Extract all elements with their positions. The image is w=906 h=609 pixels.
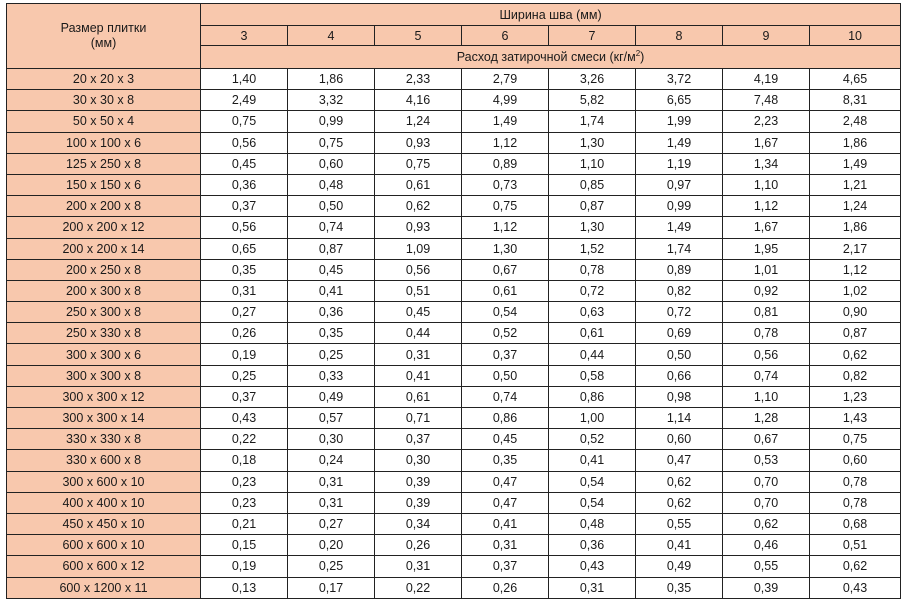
consumption-value-cell: 1,49 [636,217,723,238]
consumption-value-cell: 0,62 [810,556,901,577]
consumption-value-cell: 0,56 [375,259,462,280]
consumption-value-cell: 0,44 [375,323,462,344]
consumption-value-cell: 0,48 [549,513,636,534]
consumption-value-cell: 3,26 [549,69,636,90]
consumption-value-cell: 7,48 [723,90,810,111]
tile-size-header-line2: (мм) [90,36,117,50]
consumption-value-cell: 0,55 [636,513,723,534]
consumption-value-cell: 0,87 [288,238,375,259]
consumption-value-cell: 0,43 [810,577,901,598]
consumption-value-cell: 0,97 [636,174,723,195]
consumption-value-cell: 0,36 [288,302,375,323]
consumption-value-cell: 1,02 [810,280,901,301]
table-body [7,69,901,599]
consumption-value-cell: 0,78 [723,323,810,344]
consumption-value-cell: 0,24 [288,450,375,471]
consumption-value-cell: 0,81 [723,302,810,323]
consumption-value-cell: 0,87 [549,196,636,217]
tile-size-cell: 200 x 300 x 8 [7,280,201,301]
consumption-value-cell: 0,31 [288,471,375,492]
consumption-header-text: Расход затирочной смеси (кг/м [456,50,636,64]
consumption-value-cell: 0,99 [636,196,723,217]
consumption-value-cell: 0,45 [288,259,375,280]
consumption-value-cell: 0,30 [288,429,375,450]
consumption-value-cell: 0,25 [288,556,375,577]
consumption-value-cell: 0,22 [201,429,288,450]
consumption-value-cell: 0,60 [288,153,375,174]
joint-width-cell: 6 [462,26,549,46]
tile-size-cell: 450 x 450 x 10 [7,513,201,534]
joint-width-cell: 3 [201,26,288,46]
table-row [7,153,901,174]
consumption-value-cell: 1,49 [810,153,901,174]
consumption-value-cell: 0,57 [288,408,375,429]
table-row [7,408,901,429]
consumption-value-cell: 0,22 [375,577,462,598]
consumption-value-cell: 0,63 [549,302,636,323]
consumption-value-cell: 0,31 [201,280,288,301]
consumption-value-cell: 0,71 [375,408,462,429]
consumption-value-cell: 1,24 [375,111,462,132]
consumption-value-cell: 0,99 [288,111,375,132]
consumption-value-cell: 1,14 [636,408,723,429]
tile-size-cell: 400 x 400 x 10 [7,492,201,513]
consumption-header [201,46,901,69]
consumption-value-cell: 0,86 [462,408,549,429]
table-row [7,323,901,344]
consumption-value-cell: 1,09 [375,238,462,259]
consumption-value-cell: 0,47 [462,471,549,492]
consumption-value-cell: 0,45 [375,302,462,323]
table-row [7,344,901,365]
consumption-value-cell: 8,31 [810,90,901,111]
consumption-value-cell: 0,39 [375,471,462,492]
consumption-value-cell: 1,74 [636,238,723,259]
consumption-value-cell: 0,74 [288,217,375,238]
consumption-value-cell: 2,49 [201,90,288,111]
consumption-value-cell: 0,72 [636,302,723,323]
consumption-value-cell: 0,43 [549,556,636,577]
consumption-value-cell: 0,78 [549,259,636,280]
consumption-value-cell: 0,55 [723,556,810,577]
consumption-value-cell: 0,35 [636,577,723,598]
consumption-value-cell: 4,65 [810,69,901,90]
consumption-value-cell: 0,27 [201,302,288,323]
consumption-value-cell: 0,65 [201,238,288,259]
tile-size-cell: 20 x 20 x 3 [7,69,201,90]
tile-size-cell: 330 x 330 x 8 [7,429,201,450]
consumption-value-cell: 0,17 [288,577,375,598]
consumption-value-cell: 0,31 [462,535,549,556]
consumption-value-cell: 2,79 [462,69,549,90]
consumption-value-cell: 0,62 [636,471,723,492]
joint-width-cell: 9 [723,26,810,46]
consumption-value-cell: 3,72 [636,69,723,90]
consumption-value-cell: 0,35 [201,259,288,280]
consumption-value-cell: 3,32 [288,90,375,111]
consumption-value-cell: 0,19 [201,344,288,365]
consumption-value-cell: 1,30 [462,238,549,259]
consumption-value-cell: 0,35 [288,323,375,344]
consumption-value-cell: 0,86 [549,386,636,407]
tile-size-cell: 200 x 200 x 12 [7,217,201,238]
consumption-value-cell: 1,10 [723,386,810,407]
table-row [7,492,901,513]
consumption-value-cell: 2,48 [810,111,901,132]
tile-size-cell: 300 x 300 x 12 [7,386,201,407]
consumption-value-cell: 0,26 [462,577,549,598]
consumption-value-cell: 0,36 [201,174,288,195]
joint-width-cell: 10 [810,26,901,46]
consumption-value-cell: 0,74 [723,365,810,386]
joint-width-cell: 5 [375,26,462,46]
consumption-value-cell: 0,50 [636,344,723,365]
consumption-value-cell: 0,90 [810,302,901,323]
consumption-value-cell: 0,75 [201,111,288,132]
consumption-value-cell: 0,89 [636,259,723,280]
consumption-value-cell: 0,13 [201,577,288,598]
consumption-header-close: ) [640,50,645,64]
consumption-value-cell: 1,99 [636,111,723,132]
consumption-value-cell: 1,86 [288,69,375,90]
table-row [7,386,901,407]
consumption-value-cell: 0,36 [549,535,636,556]
table-row [7,302,901,323]
consumption-value-cell: 0,31 [549,577,636,598]
grout-consumption-table [6,3,901,599]
consumption-value-cell: 0,93 [375,132,462,153]
consumption-value-cell: 1,43 [810,408,901,429]
consumption-value-cell: 0,54 [462,302,549,323]
consumption-value-cell: 0,69 [636,323,723,344]
consumption-value-cell: 0,37 [462,344,549,365]
tile-size-cell: 300 x 300 x 6 [7,344,201,365]
consumption-value-cell: 2,33 [375,69,462,90]
consumption-value-cell: 1,12 [462,132,549,153]
consumption-value-cell: 0,23 [201,471,288,492]
consumption-value-cell: 0,75 [375,153,462,174]
consumption-value-cell: 1,21 [810,174,901,195]
tile-size-cell: 100 x 100 x 6 [7,132,201,153]
consumption-value-cell: 0,41 [462,513,549,534]
consumption-value-cell: 0,61 [375,174,462,195]
consumption-value-cell: 0,47 [636,450,723,471]
consumption-value-cell: 1,67 [723,217,810,238]
consumption-value-cell: 0,34 [375,513,462,534]
tile-size-cell: 330 x 600 x 8 [7,450,201,471]
consumption-value-cell: 0,27 [288,513,375,534]
consumption-value-cell: 0,31 [375,344,462,365]
consumption-value-cell: 1,10 [723,174,810,195]
consumption-value-cell: 0,62 [636,492,723,513]
consumption-value-cell: 0,52 [549,429,636,450]
consumption-value-cell: 0,54 [549,471,636,492]
consumption-value-cell: 0,20 [288,535,375,556]
tile-size-cell: 150 x 150 x 6 [7,174,201,195]
consumption-value-cell: 0,74 [462,386,549,407]
table-row [7,535,901,556]
consumption-value-cell: 0,45 [201,153,288,174]
consumption-value-cell: 4,19 [723,69,810,90]
consumption-value-cell: 0,49 [636,556,723,577]
consumption-value-cell: 0,51 [810,535,901,556]
consumption-value-cell: 4,16 [375,90,462,111]
consumption-value-cell: 0,56 [201,217,288,238]
tile-size-cell: 200 x 200 x 8 [7,196,201,217]
consumption-value-cell: 1,10 [549,153,636,174]
consumption-value-cell: 0,21 [201,513,288,534]
consumption-value-cell: 0,67 [462,259,549,280]
consumption-value-cell: 0,98 [636,386,723,407]
consumption-value-cell: 0,53 [723,450,810,471]
consumption-value-cell: 1,40 [201,69,288,90]
consumption-value-cell: 0,61 [549,323,636,344]
consumption-value-cell: 0,44 [549,344,636,365]
consumption-value-cell: 0,31 [375,556,462,577]
consumption-value-cell: 0,37 [201,386,288,407]
consumption-value-cell: 0,70 [723,492,810,513]
tile-size-cell: 250 x 300 x 8 [7,302,201,323]
consumption-value-cell: 1,24 [810,196,901,217]
consumption-value-cell: 0,26 [375,535,462,556]
table-row [7,365,901,386]
tile-size-cell: 250 x 330 x 8 [7,323,201,344]
consumption-value-cell: 1,74 [549,111,636,132]
table-row [7,90,901,111]
consumption-value-cell: 1,86 [810,132,901,153]
table-row [7,556,901,577]
consumption-value-cell: 0,51 [375,280,462,301]
joint-width-cell: 7 [549,26,636,46]
consumption-value-cell: 1,12 [810,259,901,280]
consumption-value-cell: 1,28 [723,408,810,429]
consumption-value-cell: 0,67 [723,429,810,450]
consumption-value-cell: 0,62 [810,344,901,365]
consumption-value-cell: 0,56 [723,344,810,365]
consumption-value-cell: 0,37 [462,556,549,577]
consumption-value-cell: 1,30 [549,132,636,153]
tile-size-cell: 300 x 300 x 14 [7,408,201,429]
consumption-value-cell: 0,37 [375,429,462,450]
consumption-value-cell: 1,67 [723,132,810,153]
tile-size-cell: 200 x 250 x 8 [7,259,201,280]
consumption-value-cell: 1,49 [636,132,723,153]
consumption-value-cell: 1,49 [462,111,549,132]
consumption-value-cell: 2,23 [723,111,810,132]
tile-size-cell: 30 x 30 x 8 [7,90,201,111]
tile-size-cell: 200 x 200 x 14 [7,238,201,259]
consumption-value-cell: 1,34 [723,153,810,174]
consumption-value-cell: 0,66 [636,365,723,386]
consumption-value-cell: 0,62 [723,513,810,534]
consumption-value-cell: 0,18 [201,450,288,471]
consumption-value-cell: 0,70 [723,471,810,492]
table-row [7,280,901,301]
consumption-value-cell: 0,50 [288,196,375,217]
consumption-value-cell: 0,78 [810,471,901,492]
consumption-value-cell: 0,49 [288,386,375,407]
consumption-value-cell: 0,15 [201,535,288,556]
consumption-value-cell: 1,95 [723,238,810,259]
consumption-value-cell: 0,75 [462,196,549,217]
consumption-value-cell: 0,45 [462,429,549,450]
consumption-value-cell: 0,72 [549,280,636,301]
consumption-value-cell: 0,41 [375,365,462,386]
consumption-value-cell: 1,01 [723,259,810,280]
consumption-value-cell: 1,00 [549,408,636,429]
tile-size-header-line1: Размер плитки [60,21,147,35]
consumption-value-cell: 0,39 [723,577,810,598]
consumption-value-cell: 0,78 [810,492,901,513]
tile-size-cell: 600 x 600 x 12 [7,556,201,577]
table-row [7,471,901,492]
consumption-value-cell: 1,12 [462,217,549,238]
consumption-value-cell: 0,75 [810,429,901,450]
consumption-value-cell: 0,56 [201,132,288,153]
consumption-value-cell: 0,41 [636,535,723,556]
joint-width-header: Ширина шва (мм) [201,4,901,26]
consumption-value-cell: 0,25 [288,344,375,365]
consumption-value-cell: 0,41 [288,280,375,301]
consumption-value-cell: 0,48 [288,174,375,195]
tile-size-cell: 600 x 1200 x 11 [7,577,201,598]
consumption-value-cell: 0,92 [723,280,810,301]
consumption-value-cell: 0,73 [462,174,549,195]
table-container [6,3,901,599]
consumption-value-cell: 1,86 [810,217,901,238]
table-row [7,259,901,280]
consumption-header-superscript: 2 [635,48,641,58]
consumption-value-cell: 0,89 [462,153,549,174]
consumption-value-cell: 0,82 [636,280,723,301]
consumption-value-cell: 0,68 [810,513,901,534]
table-row [7,577,901,598]
consumption-value-cell: 0,43 [201,408,288,429]
consumption-value-cell: 0,35 [462,450,549,471]
consumption-value-cell: 1,23 [810,386,901,407]
consumption-value-cell: 0,30 [375,450,462,471]
consumption-value-cell: 1,12 [723,196,810,217]
consumption-value-cell: 0,39 [375,492,462,513]
table-row [7,450,901,471]
consumption-value-cell: 0,61 [462,280,549,301]
tile-size-cell: 300 x 300 x 8 [7,365,201,386]
tile-size-header [7,4,201,69]
consumption-value-cell: 0,46 [723,535,810,556]
consumption-value-cell: 0,52 [462,323,549,344]
tile-size-cell: 125 x 250 x 8 [7,153,201,174]
table-row [7,513,901,534]
joint-width-cell: 8 [636,26,723,46]
table-row [7,174,901,195]
consumption-value-cell: 5,82 [549,90,636,111]
consumption-value-cell: 0,41 [549,450,636,471]
consumption-value-cell: 2,17 [810,238,901,259]
consumption-value-cell: 0,33 [288,365,375,386]
table-row [7,238,901,259]
consumption-value-cell: 0,37 [201,196,288,217]
consumption-value-cell: 0,85 [549,174,636,195]
consumption-value-cell: 0,31 [288,492,375,513]
consumption-value-cell: 0,82 [810,365,901,386]
consumption-value-cell: 1,19 [636,153,723,174]
consumption-value-cell: 0,54 [549,492,636,513]
tile-size-cell: 50 x 50 x 4 [7,111,201,132]
table-row [7,132,901,153]
table-row [7,111,901,132]
consumption-value-cell: 0,60 [636,429,723,450]
table-row [7,196,901,217]
consumption-value-cell: 0,93 [375,217,462,238]
joint-width-cell: 4 [288,26,375,46]
consumption-value-cell: 1,52 [549,238,636,259]
table-row [7,69,901,90]
consumption-value-cell: 0,75 [288,132,375,153]
tile-size-cell: 600 x 600 x 10 [7,535,201,556]
consumption-value-cell: 0,26 [201,323,288,344]
consumption-value-cell: 0,25 [201,365,288,386]
consumption-value-cell: 0,60 [810,450,901,471]
consumption-value-cell: 0,87 [810,323,901,344]
tile-size-cell: 300 x 600 x 10 [7,471,201,492]
consumption-value-cell: 1,30 [549,217,636,238]
table-row [7,429,901,450]
consumption-value-cell: 0,47 [462,492,549,513]
consumption-value-cell: 0,19 [201,556,288,577]
consumption-value-cell: 0,58 [549,365,636,386]
consumption-value-cell: 6,65 [636,90,723,111]
table-row [7,217,901,238]
consumption-value-cell: 0,61 [375,386,462,407]
consumption-value-cell: 4,99 [462,90,549,111]
consumption-value-cell: 0,23 [201,492,288,513]
consumption-value-cell: 0,62 [375,196,462,217]
consumption-value-cell: 0,50 [462,365,549,386]
